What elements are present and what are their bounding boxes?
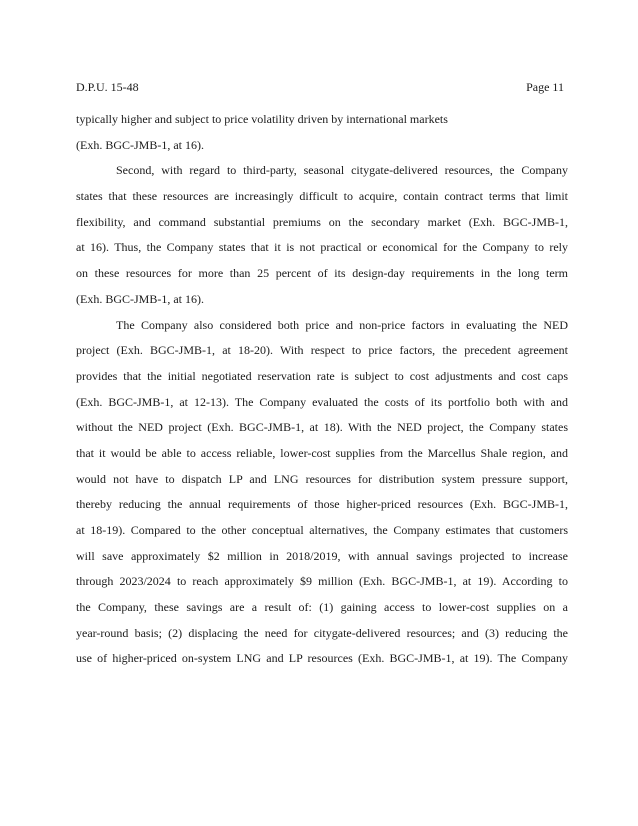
text-line: will save approximately $2 million in 2018/2019, with annual savings projected to increase [76,548,568,563]
text-line: (Exh. BGC-JMB-1, at 16). [76,291,204,306]
text-line: without the NED project (Exh. BGC-JMB-1, at 18). With the NED project, the Company states [76,420,568,435]
text-line: The Company also considered both price and non-price factors in evaluating the NED [116,317,568,332]
page-header [76,80,564,94]
text-line: through 2023/2024 to reach approximately $9 million (Exh. BGC-JMB-1, at 19). According to [76,574,568,589]
text-line: provides that the initial negotiated reservation rate is subject to cost adjustments and cost caps [76,368,568,383]
text-line: at 16). Thus, the Company states that it is not practical or economical for the Company to rely [76,240,568,255]
text-line: use of higher-priced on-system LNG and LP resources (Exh. BGC-JMB-1, at 19). The Company [76,651,568,666]
docket-number: D.P.U. 15-48 [76,80,139,94]
text-line: on these resources for more than 25 percent of its design-day requirements in the long term [76,266,568,281]
page-number: Page 11 [526,80,564,94]
document-body [76,112,568,677]
text-line: that it would be able to access reliable, lower-cost supplies from the Marcellus Shale region, and [76,445,568,460]
text-line: thereby reducing the annual requirements of those higher-priced resources (Exh. BGC-JMB-1, [76,497,568,512]
text-line: states that these resources are increasingly difficult to acquire, contain contract terms that limit [76,189,568,204]
text-line: the Company, these savings are a result of: (1) gaining access to lower-cost supplies on a [76,600,568,615]
text-line: (Exh. BGC-JMB-1, at 12-13). The Company evaluated the costs of its portfolio both with and [76,394,568,409]
text-line: typically higher and subject to price volatility driven by international markets [76,112,448,126]
text-line: year-round basis; (2) displacing the need for citygate-delivered resources; and (3) reducing the [76,625,568,640]
text-line: project (Exh. BGC-JMB-1, at 18-20). With respect to price factors, the precedent agreement [76,343,568,358]
text-line: flexibility, and command substantial premiums on the secondary market (Exh. BGC-JMB-1, [76,214,568,229]
text-line: would not have to dispatch LP and LNG resources for distribution system pressure support, [76,471,568,486]
text-line: at 18-19). Compared to the other conceptual alternatives, the Company estimates that customers [76,523,568,537]
text-line: (Exh. BGC-JMB-1, at 16). [76,137,204,152]
text-line: Second, with regard to third-party, seasonal citygate-delivered resources, the Company [116,163,568,178]
